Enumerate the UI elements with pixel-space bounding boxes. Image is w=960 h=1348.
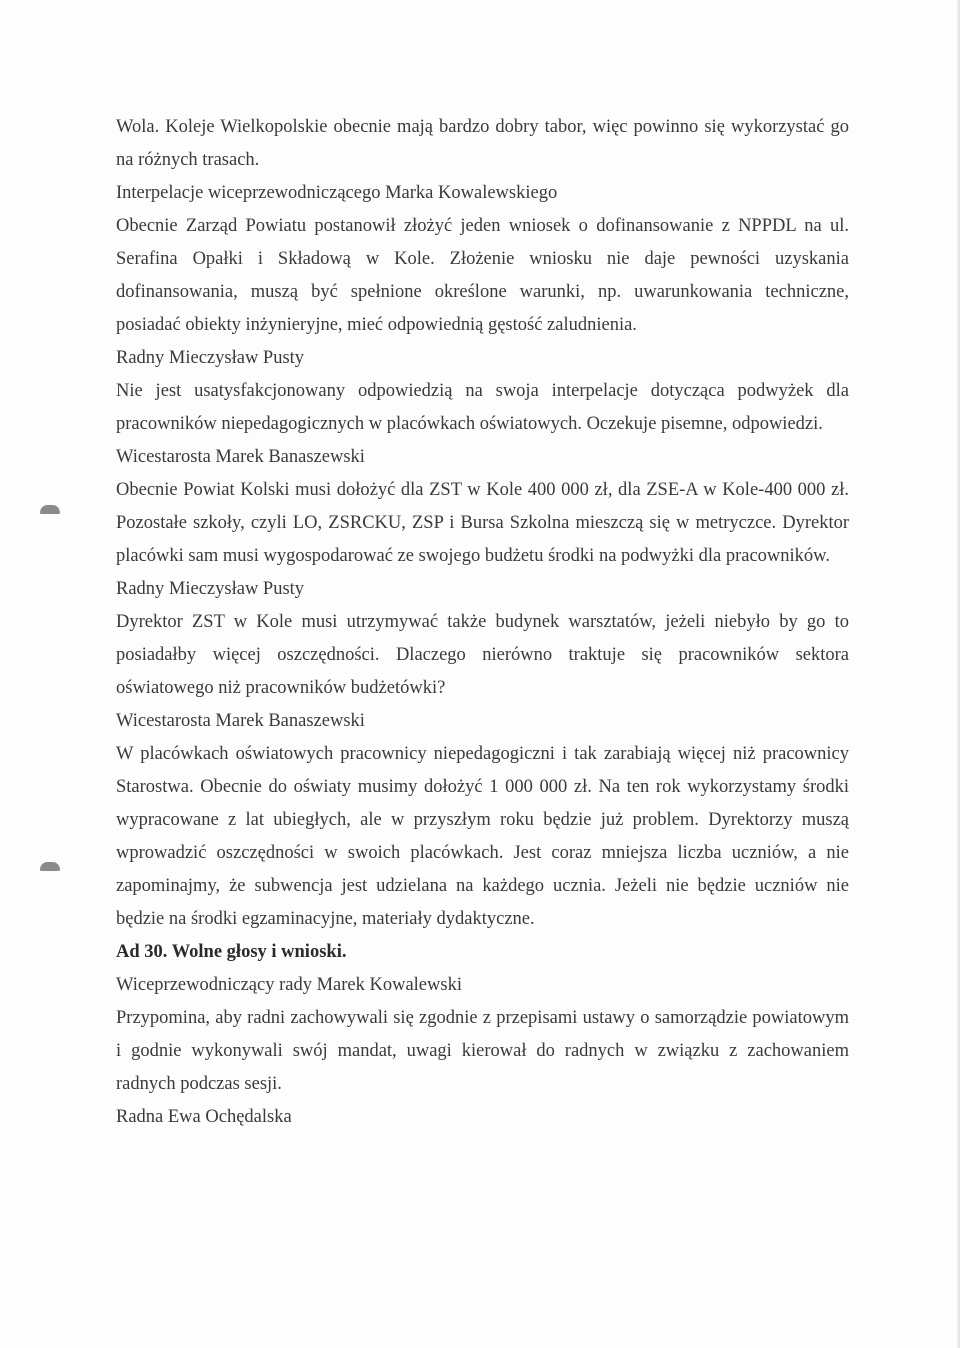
speaker-name: Radny Mieczysław Pusty (116, 579, 305, 599)
agenda-item-heading: Ad 30. Wolne głosy i wnioski. (116, 942, 347, 962)
paragraph-podwyzki: Nie jest usatysfakcjonowany odpowiedzią na swoja interpelacje dotycząca podwyżek dla pracowników niepedagogicznych w placówkach oświatowych. Oczekuje pisemne, odpowiedzi. (116, 381, 849, 434)
speaker-name: Wicestarosta Marek Banaszewski (116, 711, 365, 731)
document-body (116, 111, 849, 1134)
paragraph-wniosek: Obecnie Zarząd Powiatu postanowił złożyć jeden wniosek o dofinansowanie z NPPDL na ul. Serafina Opałki i Składową w Kole. Złożenie wniosku nie daje pewności uzyskania dofinansowania, muszą być spełnione określone warunki, np. uwarunkowania techniczne, posiadać obiekty inżynieryjne, mieć odpowiednią gęstość zaludnienia. (116, 216, 849, 335)
paragraph-dyrektor-zst: Dyrektor ZST w Kole musi utrzymywać także budynek warsztatów, jeżeli niebyło by go to posiadałby więcej oszczędności. Dlaczego nierówno traktuje się pracowników sektora oświatowego niż pracowników budżetówki? (116, 612, 849, 698)
paragraph-placowki: W placówkach oświatowych pracownicy niepedagogiczni i tak zarabiają więcej niż pracownicy Starostwa. Obecnie do oświaty musimy dołożyć 1 000 000 zł. Na ten rok wykorzystamy środki wypracowane z lat ubiegłych, ale w przyszłym roku będzie już problem. Dyrektorzy muszą wprowadzić oszczędności w swoich placówkach. Jest coraz mniejsza liczba uczniów, a nie zapominajmy, że subwencja jest udzielana na każdego ucznia. Jeżeli nie będzie uczniów nie będzie na środki egzaminacyjne, materiały dydaktyczne. (116, 744, 849, 929)
speaker-name: Wicestarosta Marek Banaszewski (116, 447, 365, 467)
paragraph-przypomina: Przypomina, aby radni zachowywali się zgodnie z przepisami ustawy o samorządzie powiatowym i godnie wykonywali swój mandat, uwagi kierował do radnych w związku z zachowaniem radnych podczas sesji. (116, 1008, 849, 1094)
speaker-name: Radny Mieczysław Pusty (116, 348, 305, 368)
speaker-name: Wiceprzewodniczący rady Marek Kowalewski (116, 975, 462, 995)
punch-hole-mark-bottom (40, 862, 60, 871)
speaker-name: Radna Ewa Ochędalska (116, 1107, 292, 1127)
paragraph-koleje: Wola. Koleje Wielkopolskie obecnie mają bardzo dobry tabor, więc powinno się wykorzystać go na różnych trasach. (116, 117, 849, 170)
paragraph-powiat-kolski: Obecnie Powiat Kolski musi dołożyć dla ZST w Kole 400 000 zł, dla ZSE-A w Kole-400 000 zł. Pozostałe szkoły, czyli LO, ZSRCKU, ZSP i Bursa Szkolna mieszczą się w metryczce. Dyrektor placówki sam musi wygospodarować ze swojego budżetu środki na podwyżki dla pracowników. (116, 480, 849, 566)
section-heading-interpelacje: Interpelacje wiceprzewodniczącego Marka Kowalewskiego (116, 183, 558, 203)
punch-hole-mark-top (40, 505, 60, 514)
